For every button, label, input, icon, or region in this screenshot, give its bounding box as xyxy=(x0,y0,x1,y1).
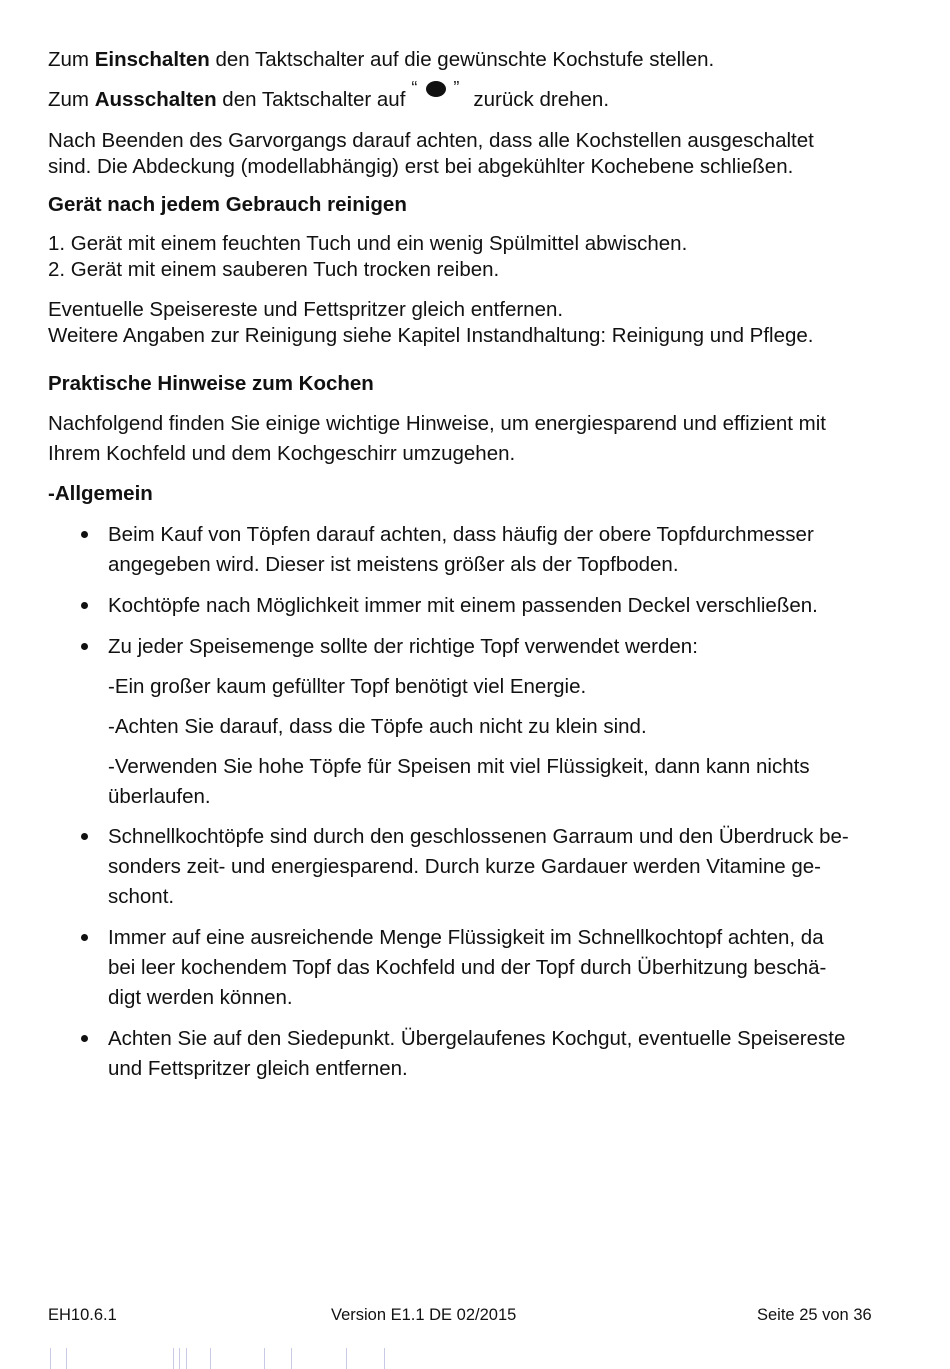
footer-page-number: Seite 25 von 36 xyxy=(757,1306,872,1324)
cleaning-step: 1. Gerät mit einem feuchten Tuch und ein wenig Spülmittel abwischen. xyxy=(48,232,688,255)
bullet-icon xyxy=(81,602,88,609)
tips-heading: Praktische Hinweise zum Kochen xyxy=(48,372,374,395)
power-on-prefix: Zum xyxy=(48,48,95,71)
cleaning-note: Weitere Angaben zur Reinigung siehe Kapitel Instandhaltung: Reinigung und Pflege. xyxy=(48,324,814,347)
list-item-line: angegeben wird. Dieser ist meistens größer als der Topfboden. xyxy=(108,553,679,576)
scan-artifact-marks xyxy=(48,1348,408,1369)
power-off-instruction xyxy=(48,78,610,113)
tips-intro-line: Nachfolgend finden Sie einige wichtige Hinweise, um energiesparend und effizient mit xyxy=(48,412,826,435)
list-item-line: Zu jeder Speisemenge sollte der richtige Topf verwendet werden: xyxy=(108,635,698,658)
bullet-icon xyxy=(81,531,88,538)
power-off-middle: den Taktschalter auf xyxy=(216,88,406,111)
pot-subpoint: überlaufen. xyxy=(108,785,211,808)
pot-subpoint: -Achten Sie darauf, dass die Töpfe auch nicht zu klein sind. xyxy=(108,715,647,738)
power-on-keyword: Einschalten xyxy=(94,48,210,71)
list-item-line: digt werden können. xyxy=(108,986,293,1009)
footer-version: Version E1.1 DE 02/2015 xyxy=(331,1306,517,1324)
after-cooking-paragraph xyxy=(48,128,814,180)
cleaning-notes xyxy=(48,297,814,349)
list-item-line: bei leer kochendem Topf das Kochfeld und der Topf durch Überhitzung beschä- xyxy=(108,956,827,979)
cleaning-note: Eventuelle Speisereste und Fettspritzer gleich entfernen. xyxy=(48,298,564,321)
tips-intro-line: Ihrem Kochfeld und dem Kochgeschirr umzugehen. xyxy=(48,442,516,465)
list-item-line: Beim Kauf von Töpfen darauf achten, dass häufig der obere Topfdurchmesser xyxy=(108,523,814,546)
list-item-text xyxy=(108,822,849,912)
list-item-text xyxy=(108,520,814,580)
off-symbol-open-quote: “ xyxy=(411,78,418,98)
bullet-icon xyxy=(81,833,88,840)
after-cooking-line: Nach Beenden des Garvorgangs darauf achten, dass alle Kochstellen ausgeschaltet xyxy=(48,129,814,152)
cleaning-steps xyxy=(48,231,687,283)
filled-circle-icon xyxy=(426,81,446,97)
bullet-icon xyxy=(81,643,88,650)
bullet-icon xyxy=(81,1035,88,1042)
list-item-line: Kochtöpfe nach Möglichkeit immer mit einem passenden Deckel verschließen. xyxy=(108,594,818,617)
bullet-icon xyxy=(81,934,88,941)
cleaning-heading: Gerät nach jedem Gebrauch reinigen xyxy=(48,193,407,216)
pot-subpoint: -Verwenden Sie hohe Töpfe für Speisen mit viel Flüssigkeit, dann kann nichts xyxy=(108,755,810,778)
list-item-line: sonders zeit- und energiesparend. Durch kurze Gardauer werden Vitamine ge- xyxy=(108,855,821,878)
footer-model: EH10.6.1 xyxy=(48,1306,117,1324)
list-item-line: Schnellkochtöpfe sind durch den geschlossenen Garraum und den Überdruck be- xyxy=(108,825,849,848)
off-symbol-close-quote: ” xyxy=(453,78,460,98)
document-page xyxy=(48,0,898,1369)
after-cooking-line: sind. Die Abdeckung (modellabhängig) erst bei abgekühlter Kochebene schließen. xyxy=(48,155,794,178)
power-on-suffix: den Taktschalter auf die gewünschte Kochstufe stellen. xyxy=(209,48,715,71)
power-on-instruction xyxy=(48,47,714,73)
cleaning-step: 2. Gerät mit einem sauberen Tuch trocken reiben. xyxy=(48,258,500,281)
list-item-text xyxy=(108,1024,845,1084)
power-off-keyword: Ausschalten xyxy=(94,88,217,111)
pot-subpoint: -Ein großer kaum gefüllter Topf benötigt viel Energie. xyxy=(108,675,587,698)
power-off-prefix: Zum xyxy=(48,88,95,111)
off-position-symbol xyxy=(411,78,469,111)
tips-intro xyxy=(48,409,826,469)
general-subheading: -Allgemein xyxy=(48,482,153,505)
list-item-text xyxy=(108,632,698,662)
power-off-suffix: zurück drehen. xyxy=(473,88,610,111)
list-item-line: Achten Sie auf den Siedepunkt. Übergelaufenes Kochgut, eventuelle Speisereste xyxy=(108,1027,846,1050)
list-item-line: und Fettspritzer gleich entfernen. xyxy=(108,1057,408,1080)
list-item-line: Immer auf eine ausreichende Menge Flüssigkeit im Schnellkochtopf achten, da xyxy=(108,926,824,949)
list-item-text xyxy=(108,923,826,1013)
list-item-text xyxy=(108,591,818,621)
list-item-line: schont. xyxy=(108,885,175,908)
